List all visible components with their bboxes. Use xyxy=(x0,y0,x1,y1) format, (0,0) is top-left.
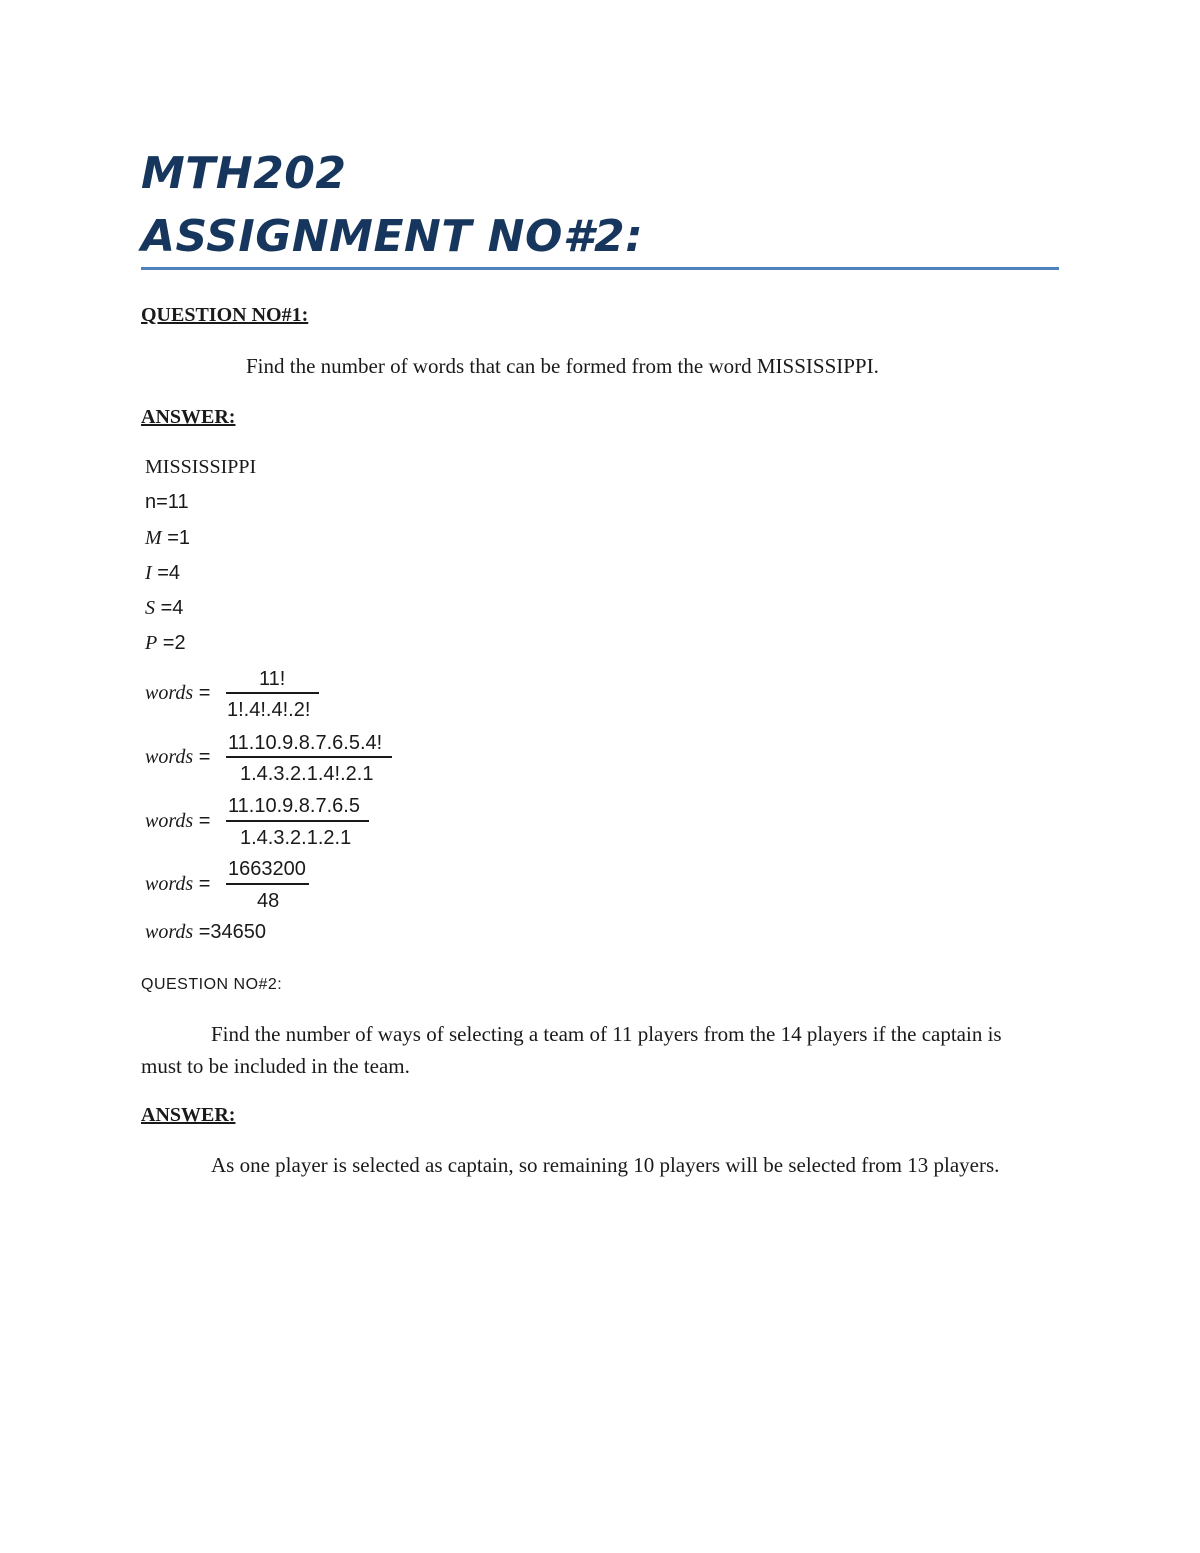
letter-p: P xyxy=(145,632,158,654)
final-result xyxy=(145,920,266,944)
step-4-lhs xyxy=(145,872,210,896)
words-label: words xyxy=(145,921,194,943)
step-4-denominator: 48 xyxy=(257,890,280,912)
given-word: MISSISSIPPI xyxy=(145,456,257,478)
answer-2-text: As one player is selected as captain, so remaining 10 players will be selected from 13 players. xyxy=(211,1153,1000,1177)
step-1-fraction-bar xyxy=(226,692,319,694)
question-2-heading: QUESTION NO#2: xyxy=(141,976,283,993)
step-3-lhs xyxy=(145,809,210,833)
words-label: words xyxy=(145,682,194,704)
step-3-fraction-bar xyxy=(226,820,369,822)
equals-sign: = xyxy=(162,632,175,654)
step-4-fraction-bar xyxy=(226,883,309,885)
question-2-text: Find the number of ways of selecting a team of 11 players from the 14 players if the captain is must to be included in the team. xyxy=(141,1022,1002,1078)
title-divider xyxy=(141,267,1059,270)
step-3-numerator: 11.10.9.8.7.6.5 xyxy=(228,795,360,817)
answer-2-heading: ANSWER: xyxy=(141,1104,236,1126)
letter-count-p xyxy=(145,631,186,655)
count-i: 4 xyxy=(168,562,181,584)
result-value: 34650 xyxy=(210,921,267,943)
equals-sign: = xyxy=(198,810,211,832)
step-4-numerator: 1663200 xyxy=(228,858,306,880)
step-2-denominator: 1.4.3.2.1.4!.2.1 xyxy=(240,763,374,785)
assignment-title: ASSIGNMENT NO#2: xyxy=(141,211,644,262)
letter-count-m xyxy=(145,526,190,550)
count-s: 4 xyxy=(172,597,184,619)
letter-count-s xyxy=(145,596,183,620)
question-1-text: Find the number of words that can be formed from the word MISSISSIPPI. xyxy=(246,354,879,378)
count-m: 1 xyxy=(178,527,191,549)
step-3-denominator: 1.4.3.2.1.2.1 xyxy=(240,827,352,849)
equals-sign: = xyxy=(198,921,211,943)
step-1-numerator: 11! xyxy=(259,668,286,690)
equals-sign: = xyxy=(198,682,211,704)
words-label: words xyxy=(145,873,194,895)
letter-m: M xyxy=(145,527,162,549)
step-2-lhs xyxy=(145,745,210,769)
equals-sign: = xyxy=(157,562,169,584)
question-1-heading: QUESTION NO#1: xyxy=(141,304,309,326)
answer-1-heading: ANSWER: xyxy=(141,406,236,428)
equals-sign: = xyxy=(167,527,179,549)
equals-sign: = xyxy=(160,597,173,619)
words-label: words xyxy=(145,810,194,832)
step-2-numerator: 11.10.9.8.7.6.5.4! xyxy=(228,732,383,754)
letter-s: S xyxy=(145,597,155,619)
count-p: 2 xyxy=(174,632,186,654)
course-title: MTH202 xyxy=(141,148,347,199)
words-label: words xyxy=(145,746,194,768)
step-2-fraction-bar xyxy=(226,756,392,758)
equals-sign: = xyxy=(198,873,211,895)
equals-sign: = xyxy=(198,746,211,768)
letter-count-i xyxy=(145,561,180,585)
step-1-lhs xyxy=(145,681,210,705)
letter-i: I xyxy=(145,562,152,584)
step-1-denominator: 1!.4!.4!.2! xyxy=(227,699,311,721)
n-value: n=11 xyxy=(145,491,189,513)
